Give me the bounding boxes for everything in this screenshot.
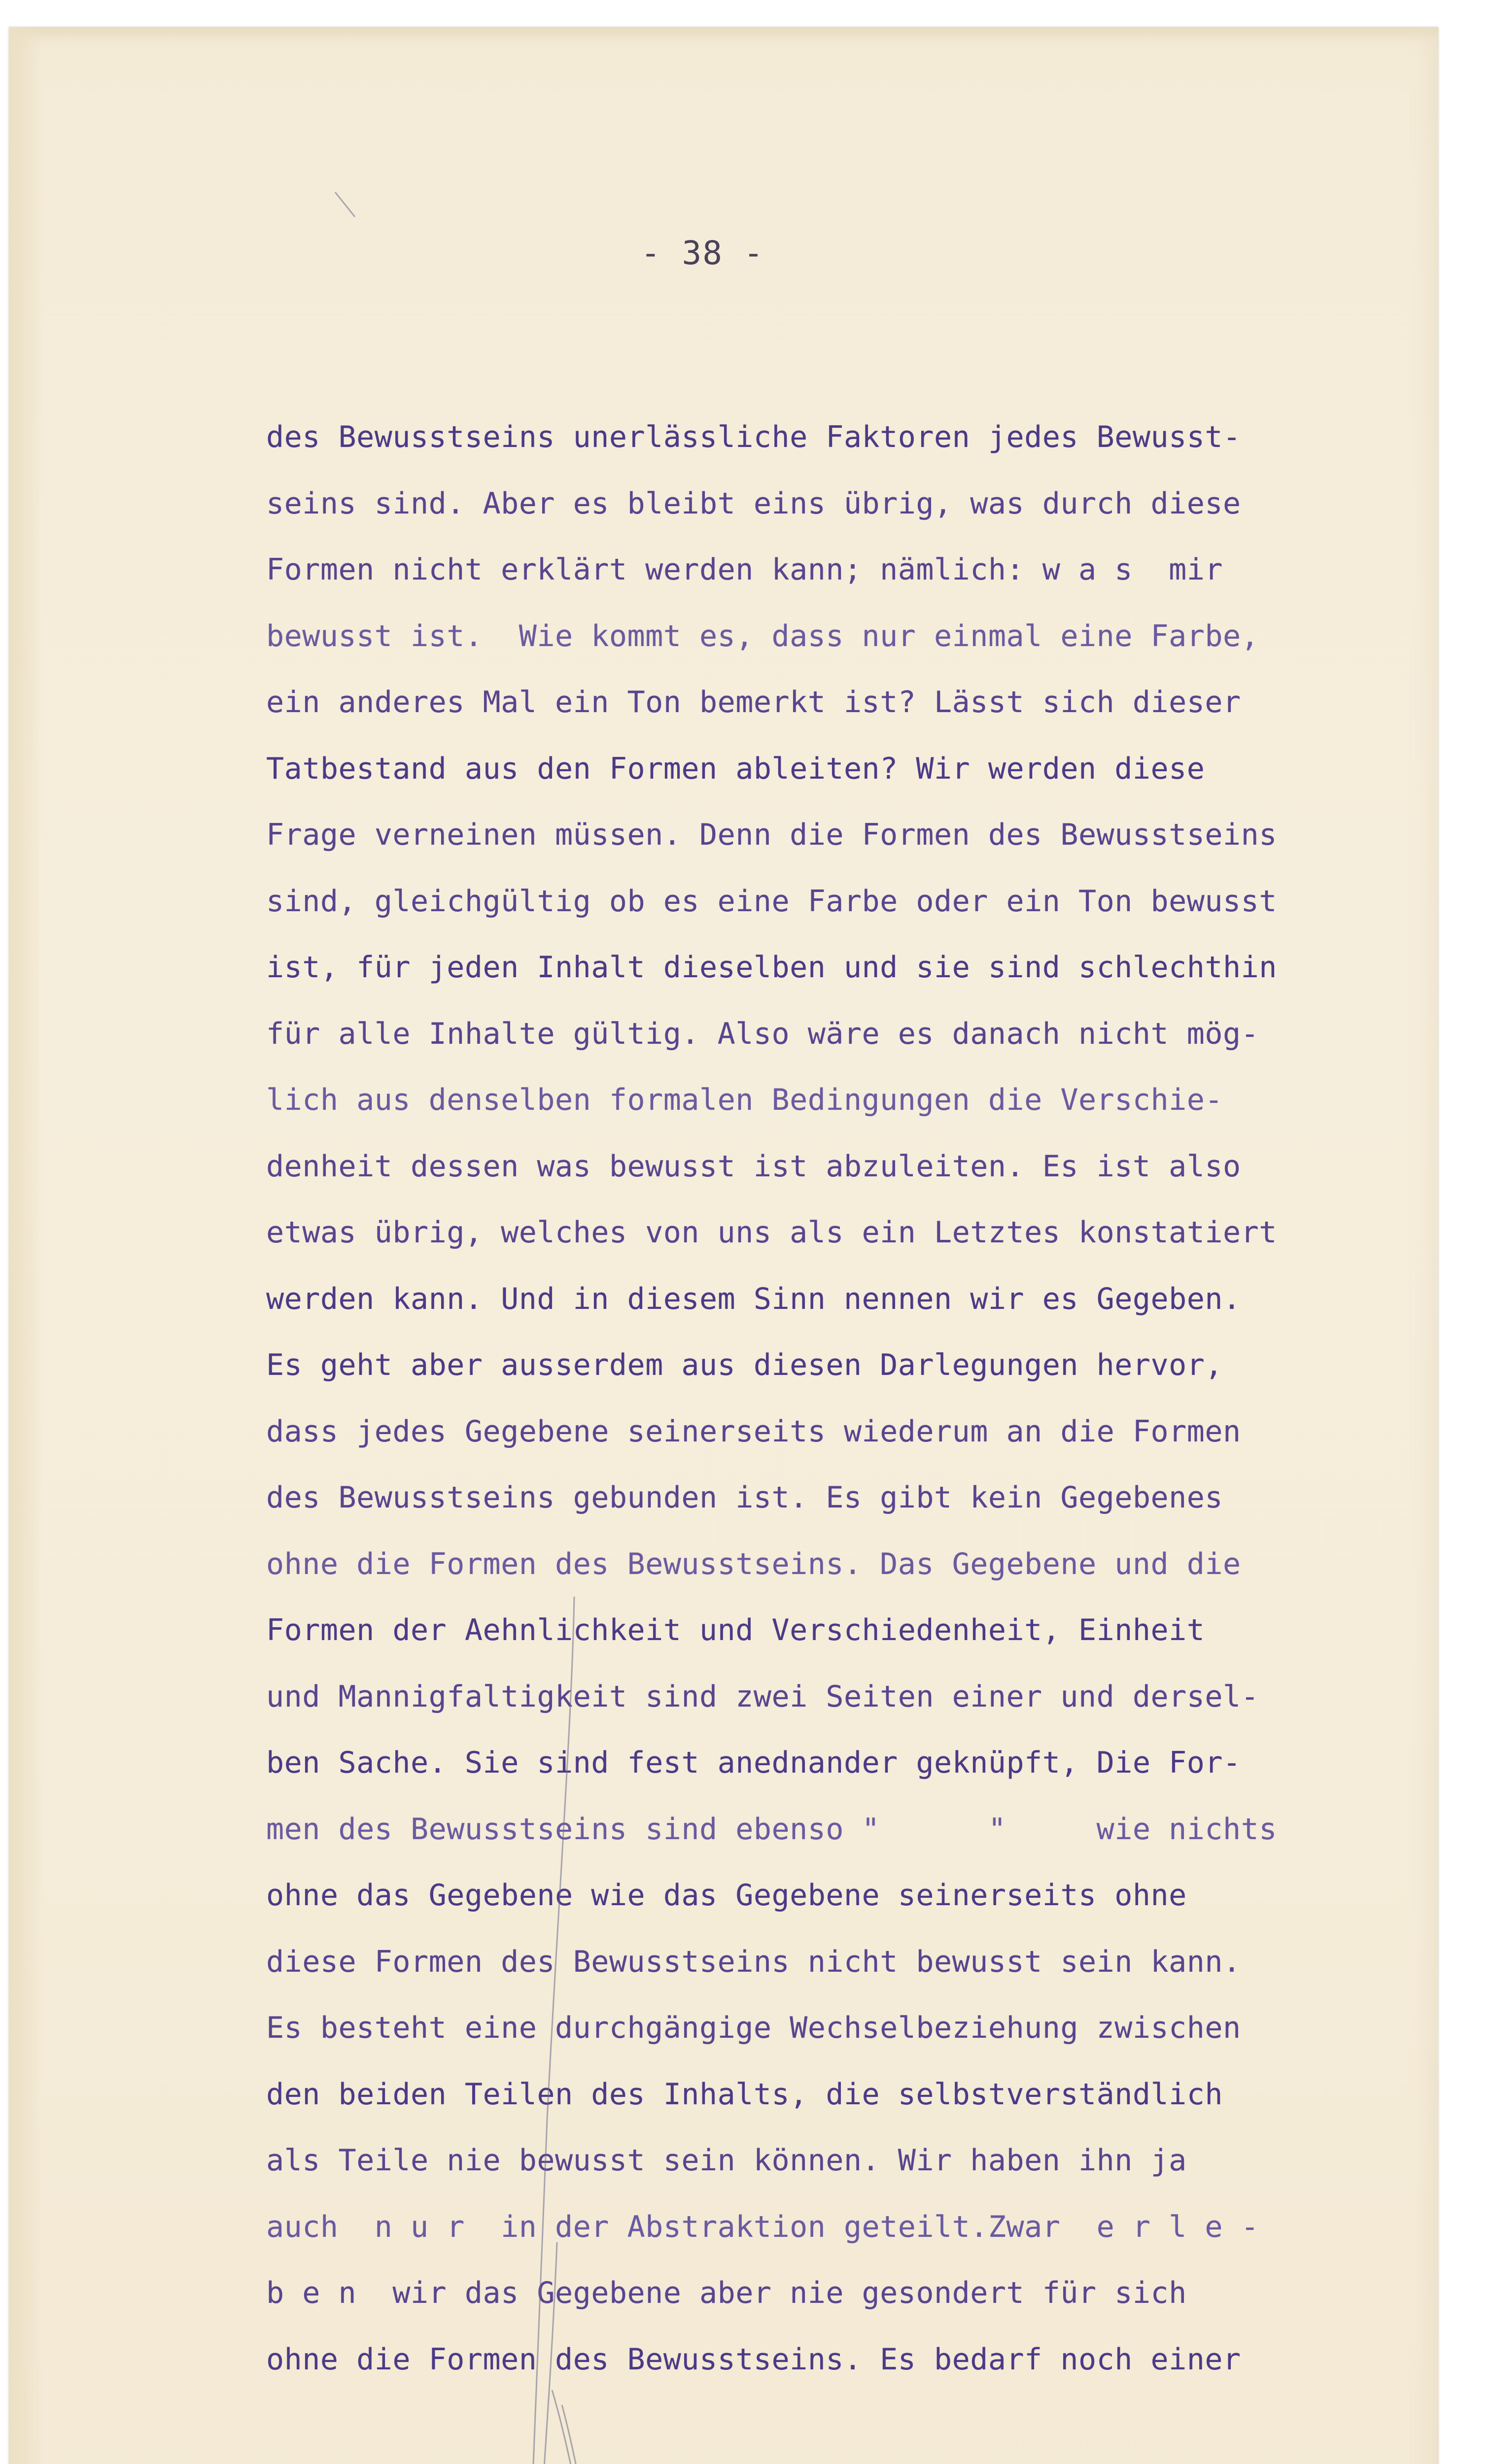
- text-line: b e n wir das Gegebene aber nie gesondert für sich: [266, 2276, 1187, 2310]
- text-line: denheit dessen was bewusst ist abzuleiten. Es ist also: [266, 1149, 1241, 1184]
- text-line: des Bewusstseins unerlässliche Faktoren jedes Bewusst-: [266, 420, 1241, 454]
- text-line: Frage verneinen müssen. Denn die Formen des Bewusstseins: [266, 818, 1277, 852]
- text-line: für alle Inhalte gültig. Also wäre es danach nicht mög-: [266, 1016, 1259, 1051]
- text-line: dass jedes Gegebene seinerseits wiederum an die Formen: [266, 1414, 1241, 1449]
- text-line: diese Formen des Bewusstseins nicht bewusst sein kann.: [266, 1944, 1241, 1979]
- text-line: Es besteht eine durchgängige Wechselbeziehung zwischen: [266, 2011, 1241, 2045]
- text-line: sind, gleichgültig ob es eine Farbe oder ein Ton bewusst: [266, 884, 1277, 919]
- text-line: ohne das Gegebene wie das Gegebene seinerseits ohne: [266, 1878, 1187, 1913]
- text-line: Formen nicht erklärt werden kann; nämlich: w a s mir: [266, 552, 1223, 587]
- text-line: ist, für jeden Inhalt dieselben und sie sind schlechthin: [266, 950, 1277, 985]
- typewritten-text: [266, 404, 1415, 2393]
- text-line: des Bewusstseins gebunden ist. Es gibt kein Gegebenes: [266, 1480, 1223, 1515]
- text-line: werden kann. Und in diesem Sinn nennen wir es Gegeben.: [266, 1281, 1241, 1316]
- text-line: Es geht aber ausserdem aus diesen Darlegungen hervor,: [266, 1348, 1223, 1382]
- text-line: men des Bewusstseins sind ebenso " " wie nichts: [266, 1812, 1277, 1847]
- text-line: ein anderes Mal ein Ton bemerkt ist? Lässt sich dieser: [266, 685, 1241, 719]
- text-line: bewusst ist. Wie kommt es, dass nur einmal eine Farbe,: [266, 618, 1259, 653]
- text-line: und Mannigfaltigkeit sind zwei Seiten einer und dersel-: [266, 1679, 1259, 1714]
- text-line: seins sind. Aber es bleibt eins übrig, was durch diese: [266, 486, 1241, 521]
- text-line: ohne die Formen des Bewusstseins. Es bedarf noch einer: [266, 2342, 1241, 2377]
- page-number: - 38 -: [641, 234, 764, 272]
- text-line: ben Sache. Sie sind fest anednander geknüpft, Die For-: [266, 1745, 1241, 1780]
- text-line: ohne die Formen des Bewusstseins. Das Gegebene und die: [266, 1546, 1241, 1581]
- text-line: auch n u r in der Abstraktion geteilt.Zwar e r l e -: [266, 2209, 1259, 2244]
- text-line: lich aus denselben formalen Bedingungen die Verschie-: [266, 1083, 1223, 1117]
- text-line: Formen der Aehnlichkeit und Verschiedenheit, Einheit: [266, 1613, 1205, 1647]
- text-line: etwas übrig, welches von uns als ein Letztes konstatiert: [266, 1215, 1277, 1250]
- text-line: als Teile nie bewusst sein können. Wir haben ihn ja: [266, 2143, 1187, 2178]
- text-line: Tatbestand aus den Formen ableiten? Wir werden diese: [266, 751, 1205, 786]
- text-line: den beiden Teilen des Inhalts, die selbstverständlich: [266, 2077, 1223, 2112]
